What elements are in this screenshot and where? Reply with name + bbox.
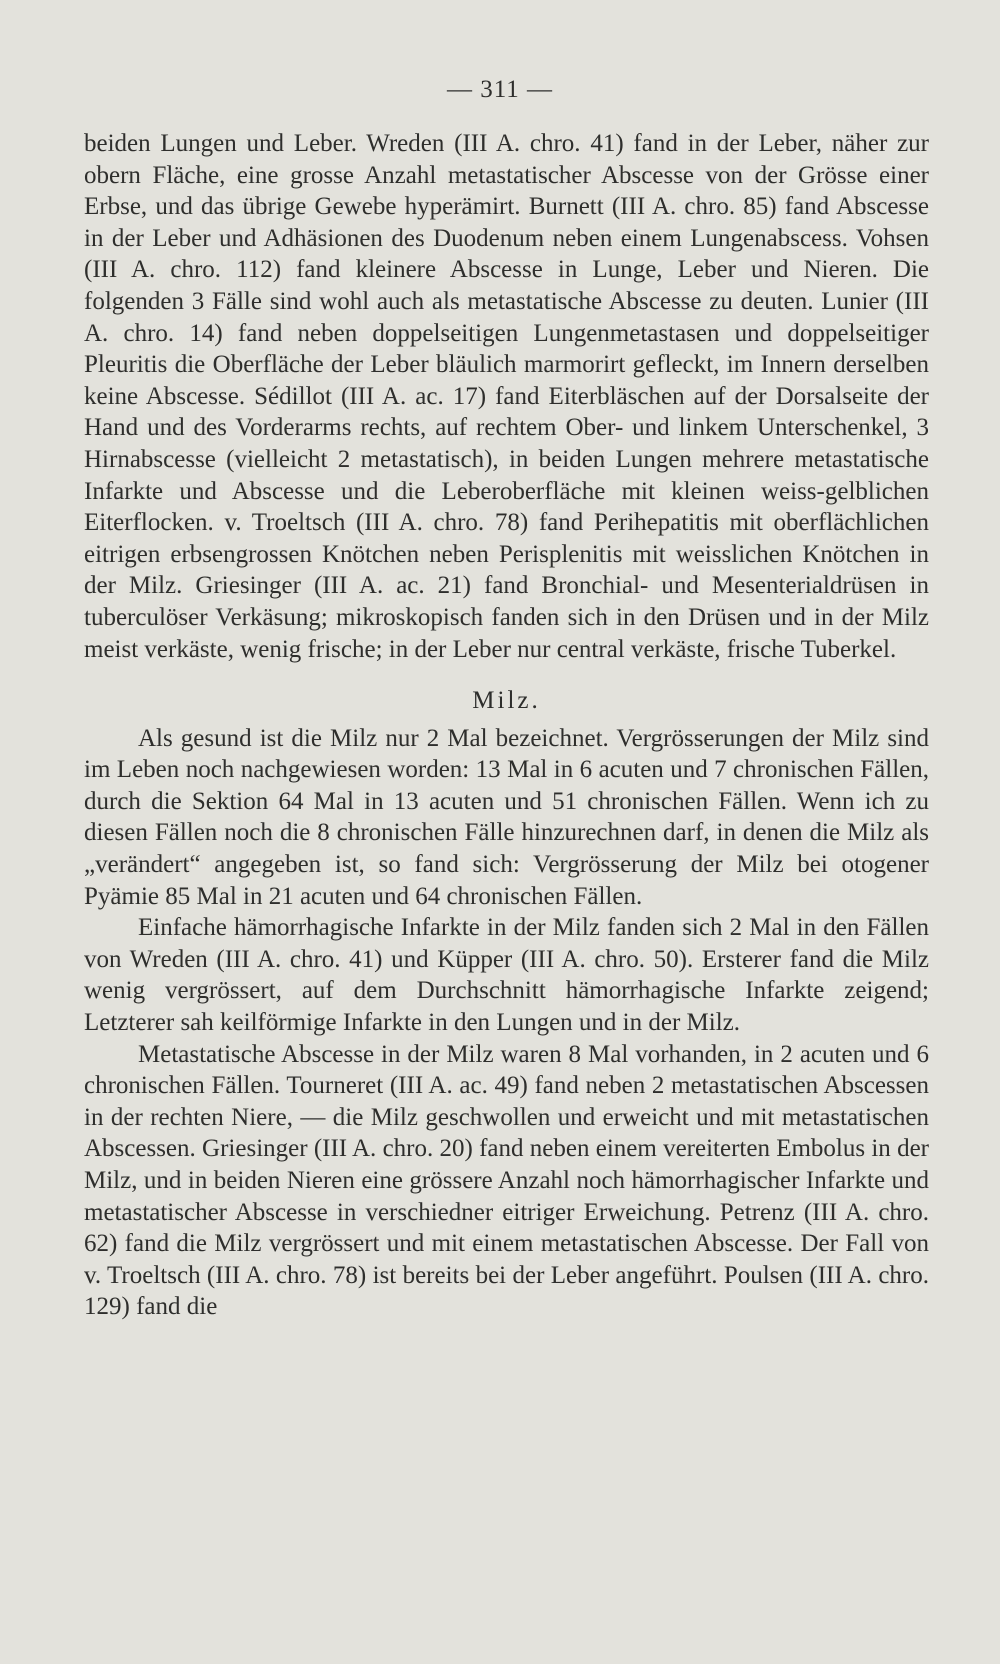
- paragraph-milz-1: Als gesund ist die Milz nur 2 Mal bezeichnet. Vergrösserungen der Milz sind im Leben noch nachgewiesen worden: 13 Mal in 6 acuten und 7 chronischen Fällen, durch die Sektion 64 Mal in 13 acuten und 51 chronischen Fällen. Wenn ich zu diesen Fällen noch die 8 chronischen Fälle hinzurechnen darf, in denen die Milz als „verändert“ angegeben ist, so fand sich: Vergrösserung der Milz bei otogener Pyämie 85 Mal in 21 acuten und 64 chronischen Fällen.: [84, 724, 929, 910]
- page-number: — 311 —: [446, 76, 554, 103]
- paragraph-milz-3: Metastatische Abscesse in der Milz waren 8 Mal vorhanden, in 2 acuten und 6 chronischen Fällen. Tourneret (III A. ac. 49) fand neben 2 metastatischen Abscessen in der rechten Niere, — die Milz geschwollen und erweicht und mit metastatischen Abscessen. Griesinger (III A. chro. 20) fand neben einem vereiterten Embolus in der Milz, und in beiden Nieren eine grössere Anzahl noch hämorrhagischer Infarkte und metastatischer Abscesse in verschiedner eitriger Erweichung. Petrenz (III A. chro. 62) fand die Milz vergrössert und mit einem metastatischen Abscesse. Der Fall von v. Troeltsch (III A. chro. 78) ist bereits bei der Leber angeführt. Poulsen (III A. chro. 129) fand die: [84, 1040, 929, 1321]
- page-body: [84, 128, 929, 1323]
- paragraph-milz-2: Einfache hämorrhagische Infarkte in der Milz fanden sich 2 Mal in den Fällen von Wreden (III A. chro. 41) und Küpper (III A. chro. 50). Ersterer fand die Milz wenig vergrössert, auf dem Durchschnitt hämorrhagische Infarkte zeigend; Letzterer sah keilförmige Infarkte in den Lungen und in der Milz.: [84, 914, 929, 1037]
- section-title-milz: Milz.: [472, 687, 541, 715]
- paragraph-continuation: beiden Lungen und Leber. Wreden (III A. chro. 41) fand in der Leber, näher zur obern Fläche, eine grosse Anzahl metastatischer Abscesse von der Grösse einer Erbse, und das übrige Gewebe hyperämirt. Burnett (III A. chro. 85) fand Abscesse in der Leber und Adhäsionen des Duodenum neben einem Lungenabscess. Vohsen (III A. chro. 112) fand kleinere Abscesse in Lunge, Leber und Nieren. Die folgenden 3 Fälle sind wohl auch als metastatische Abscesse zu deuten. Lunier (III A. chro. 14) fand neben doppelseitigen Lungenmetastasen und doppelseitiger Pleuritis die Oberfläche der Leber bläulich marmorirt gefleckt, im Innern derselben keine Abscesse. Sédillot (III A. ac. 17) fand Eiterbläschen auf der Dorsalseite der Hand und des Vorderarms rechts, auf rechtem Ober- und linkem Unterschenkel, 3 Hirnabscesse (vielleicht 2 metastatisch), in beiden Lungen mehrere metastatische Infarkte und Abscesse und die Leberoberfläche mit kleinen weiss-gelblichen Eiterflocken. v. Troeltsch (III A. chro. 78) fand Perihepatitis mit oberflächlichen eitrigen erbsengrossen Knötchen neben Perisplenitis mit weisslichen Knötchen in der Milz. Griesinger (III A. ac. 21) fand Bronchial- und Mesenterialdrüsen in tuberculöser Verkäsung; mikroskopisch fanden sich in den Drüsen und in der Milz meist verkäste, wenig frische; in der Leber nur central verkäste, frische Tuberkel.: [84, 130, 929, 663]
